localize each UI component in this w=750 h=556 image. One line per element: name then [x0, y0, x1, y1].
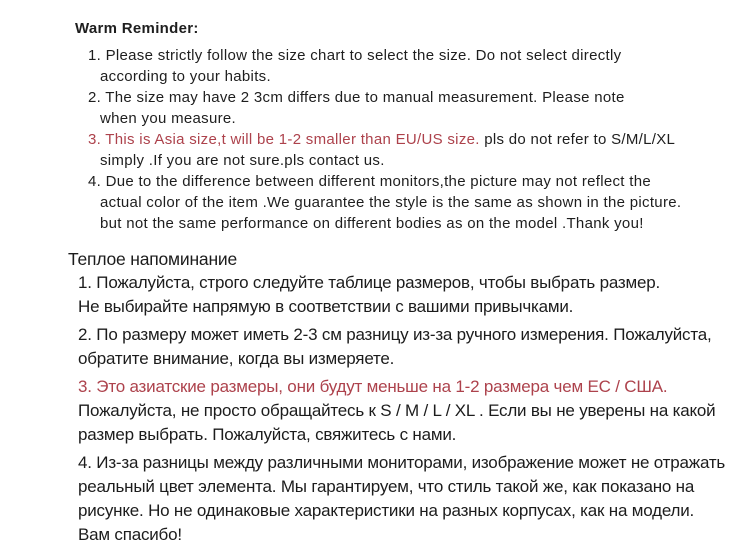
english-item3-black-text: pls do not refer to S/M/L/XL: [479, 131, 676, 148]
russian-item4-line1: 4. Из-за разницы между различными мониторами, изображение может не отражать: [78, 453, 726, 472]
russian-item3-red-line: 3. Это азиатские размеры, они будут меньше на 1-2 размера чем ЕС / США.: [78, 377, 668, 396]
russian-reminder-section: [0, 247, 750, 547]
russian-item4-line4: Вам спасибо!: [78, 525, 182, 544]
english-item4-line1: 4. Due to the difference between different monitors,the picture may not reflect the: [88, 173, 651, 190]
russian-item1: [78, 271, 730, 319]
russian-item3-line3: размер выбрать. Пожалуйста, свяжитесь с нами.: [78, 425, 457, 444]
english-title: Warm Reminder:: [75, 20, 199, 37]
russian-title: Теплое напоминание: [68, 249, 238, 269]
english-item3-line1: [88, 129, 750, 150]
russian-item2-line1: 2. По размеру может иметь 2-3 см разницу из-за ручного измерения. Пожалуйста,: [78, 325, 712, 344]
english-item4-line3: but not the same performance on different bodies as on the model .Thank you!: [100, 215, 644, 232]
english-item4-line2: actual color of the item .We guarantee the style is the same as shown in the picture.: [100, 194, 682, 211]
russian-item3: [78, 375, 730, 447]
russian-item1-line1: 1. Пожалуйста, строго следуйте таблице размеров, чтобы выбрать размер.: [78, 273, 661, 292]
russian-item1-line2: Не выбирайте напрямую в соответствии с вашими привычками.: [78, 297, 574, 316]
russian-item2: [78, 323, 730, 371]
english-item2-line2: when you measure.: [100, 110, 237, 127]
english-item3-line2: simply .If you are not sure.pls contact us.: [100, 152, 385, 169]
english-reminder-section: [0, 18, 750, 234]
russian-item3-line2: Пожалуйста, не просто обращайтесь к S / M / L / XL . Если вы не уверены на какой: [78, 401, 716, 420]
russian-item4: [78, 451, 730, 547]
russian-item4-line3: рисунке. Но не одинаковые характеристики на разных корпусах, как на модели.: [78, 501, 695, 520]
english-item2-line1: 2. The size may have 2 3cm differs due to manual measurement. Please note: [88, 89, 625, 106]
english-item1-line1: 1. Please strictly follow the size chart to select the size. Do not select directly: [88, 47, 622, 64]
english-item3-red-text: 3. This is Asia size,t will be 1-2 smaller than EU/US size.: [88, 131, 480, 148]
russian-item2-line2: обратите внимание, когда вы измеряете.: [78, 349, 395, 368]
english-item1-line2: according to your habits.: [100, 68, 271, 85]
russian-item4-line2: реальный цвет элемента. Мы гарантируем, что стиль такой же, как показано на: [78, 477, 695, 496]
